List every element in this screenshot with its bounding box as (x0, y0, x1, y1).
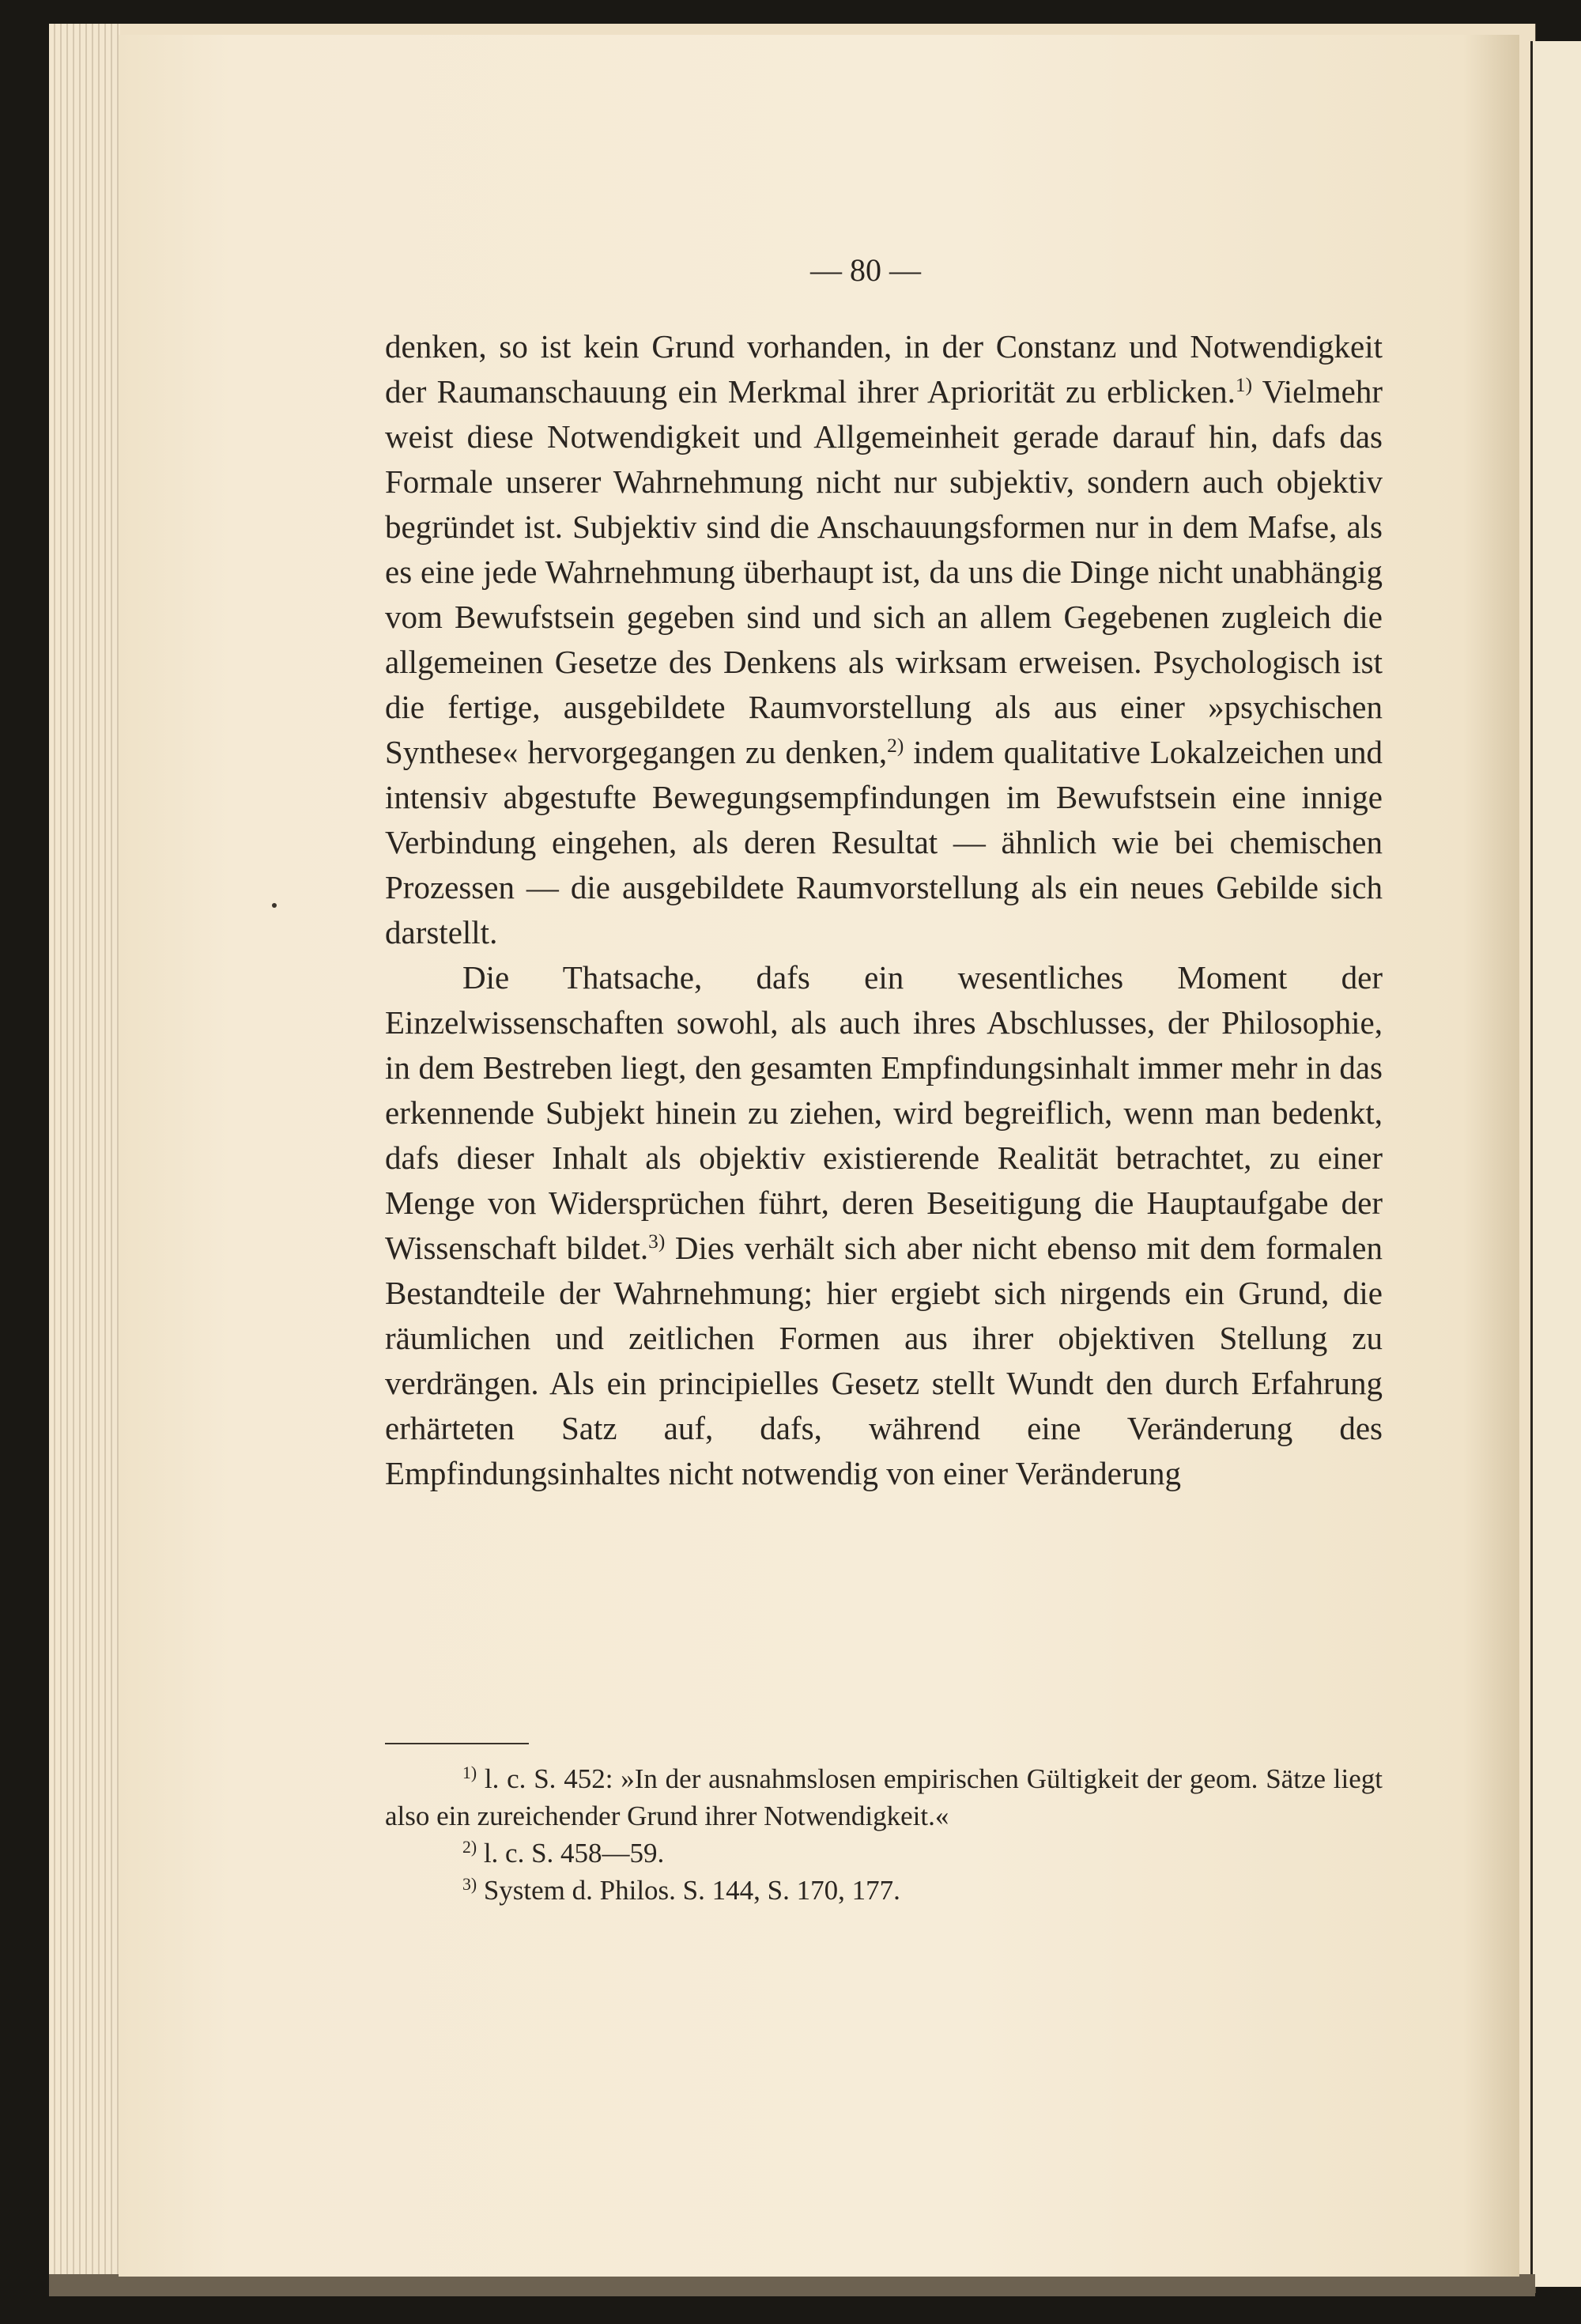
body-text (385, 324, 1383, 1496)
footnote-marker: 1) (462, 1763, 477, 1783)
footnote-marker: 3) (462, 1875, 477, 1895)
footnote-ref: 2) (887, 735, 904, 758)
footnote (385, 1760, 1383, 1835)
bottom-shadow (49, 2274, 1535, 2296)
text-run: Dies verhält sich aber nicht ebenso mit dem formalen Bestandteile der Wahrnehmung; hier ergiebt sich nirgends ein Grund, die räumlichen und zeitlichen Formen aus ihrer objektiven Stellung zu verdrängen. Als ein principielles Gesetz stellt Wundt den durch Erfahrung erhärteten Satz auf, dafs, während eine Veränderung des Empfindungsinhaltes nicht notwendig von einer Veränderung (385, 1230, 1383, 1491)
text-run: indem qualitative Lokalzeichen und intensiv abgestufte Bewegungsempfindungen im Bewufstsein eine innige Verbindung eingehen, als deren Resultat — ähnlich wie bei chemischen Prozessen — die ausgebildete Raumvorstellung als ein neues Gebilde sich darstellt. (385, 734, 1383, 950)
paragraph (385, 955, 1383, 1496)
text-run: denken, so ist kein Grund vorhanden, in der Constanz und Notwendigkeit der Raumanschauung ein Merkmal ihrer Apriorität zu erblicken. (385, 328, 1383, 410)
footnote-text: l. c. S. 452: »In der ausnahmslosen empirischen Gültigkeit der geom. Sätze liegt also ein zureichender Grund ihrer Notwendigkeit.« (385, 1763, 1383, 1831)
footnote-ref: 1) (1235, 374, 1253, 397)
footnote (385, 1835, 1383, 1872)
footnote (385, 1872, 1383, 1909)
text-run: Die Thatsache, dafs ein wesentliches Moment der Einzelwissenschaften sowohl, als auch ihres Abschlusses, der Philosophie, in dem Bestreben liegt, den gesamten Empfindungsinhalt immer mehr in das erkennende Subjekt hinein zu ziehen, wird begreiflich, wenn man bedenkt, dafs dieser Inhalt als objektiv existierende Realität betrachtet, zu einer Menge von Widersprüchen führt, deren Beseitigung die Hauptaufgabe der Wissenschaft bildet. (385, 959, 1383, 1266)
text-run: Vielmehr weist diese Notwendigkeit und Allgemeinheit gerade darauf hin, dafs das Formale unserer Wahrnehmung nicht nur subjektiv, sondern auch objektiv begründet ist. Subjektiv sind die Anschauungsformen nur in dem Mafse, als es eine jede Wahrnehmung überhaupt ist, da uns die Dinge nicht unabhängig vom Bewufstsein gegeben sind und sich an allem Gegebenen zugleich die allgemeinen Gesetze des Denkens als wirksam erweisen. Psychologisch ist die fertige, ausgebildete Raumvorstellung als aus einer »psychischen Synthese« hervorgegangen zu denken, (385, 373, 1383, 770)
page-edges (49, 24, 120, 2293)
footnote-text: System d. Philos. S. 144, S. 170, 177. (477, 1875, 900, 1906)
footnote-marker: 2) (462, 1838, 477, 1857)
paragraph (385, 324, 1383, 955)
footnote-rule (385, 1743, 529, 1744)
footnotes (385, 1760, 1383, 1909)
next-page-edge (1530, 41, 1581, 2287)
footnote-text: l. c. S. 458—59. (477, 1838, 665, 1869)
footnote-ref: 3) (648, 1230, 666, 1253)
ink-speck (272, 903, 277, 908)
page-number: — 80 — (810, 252, 921, 288)
